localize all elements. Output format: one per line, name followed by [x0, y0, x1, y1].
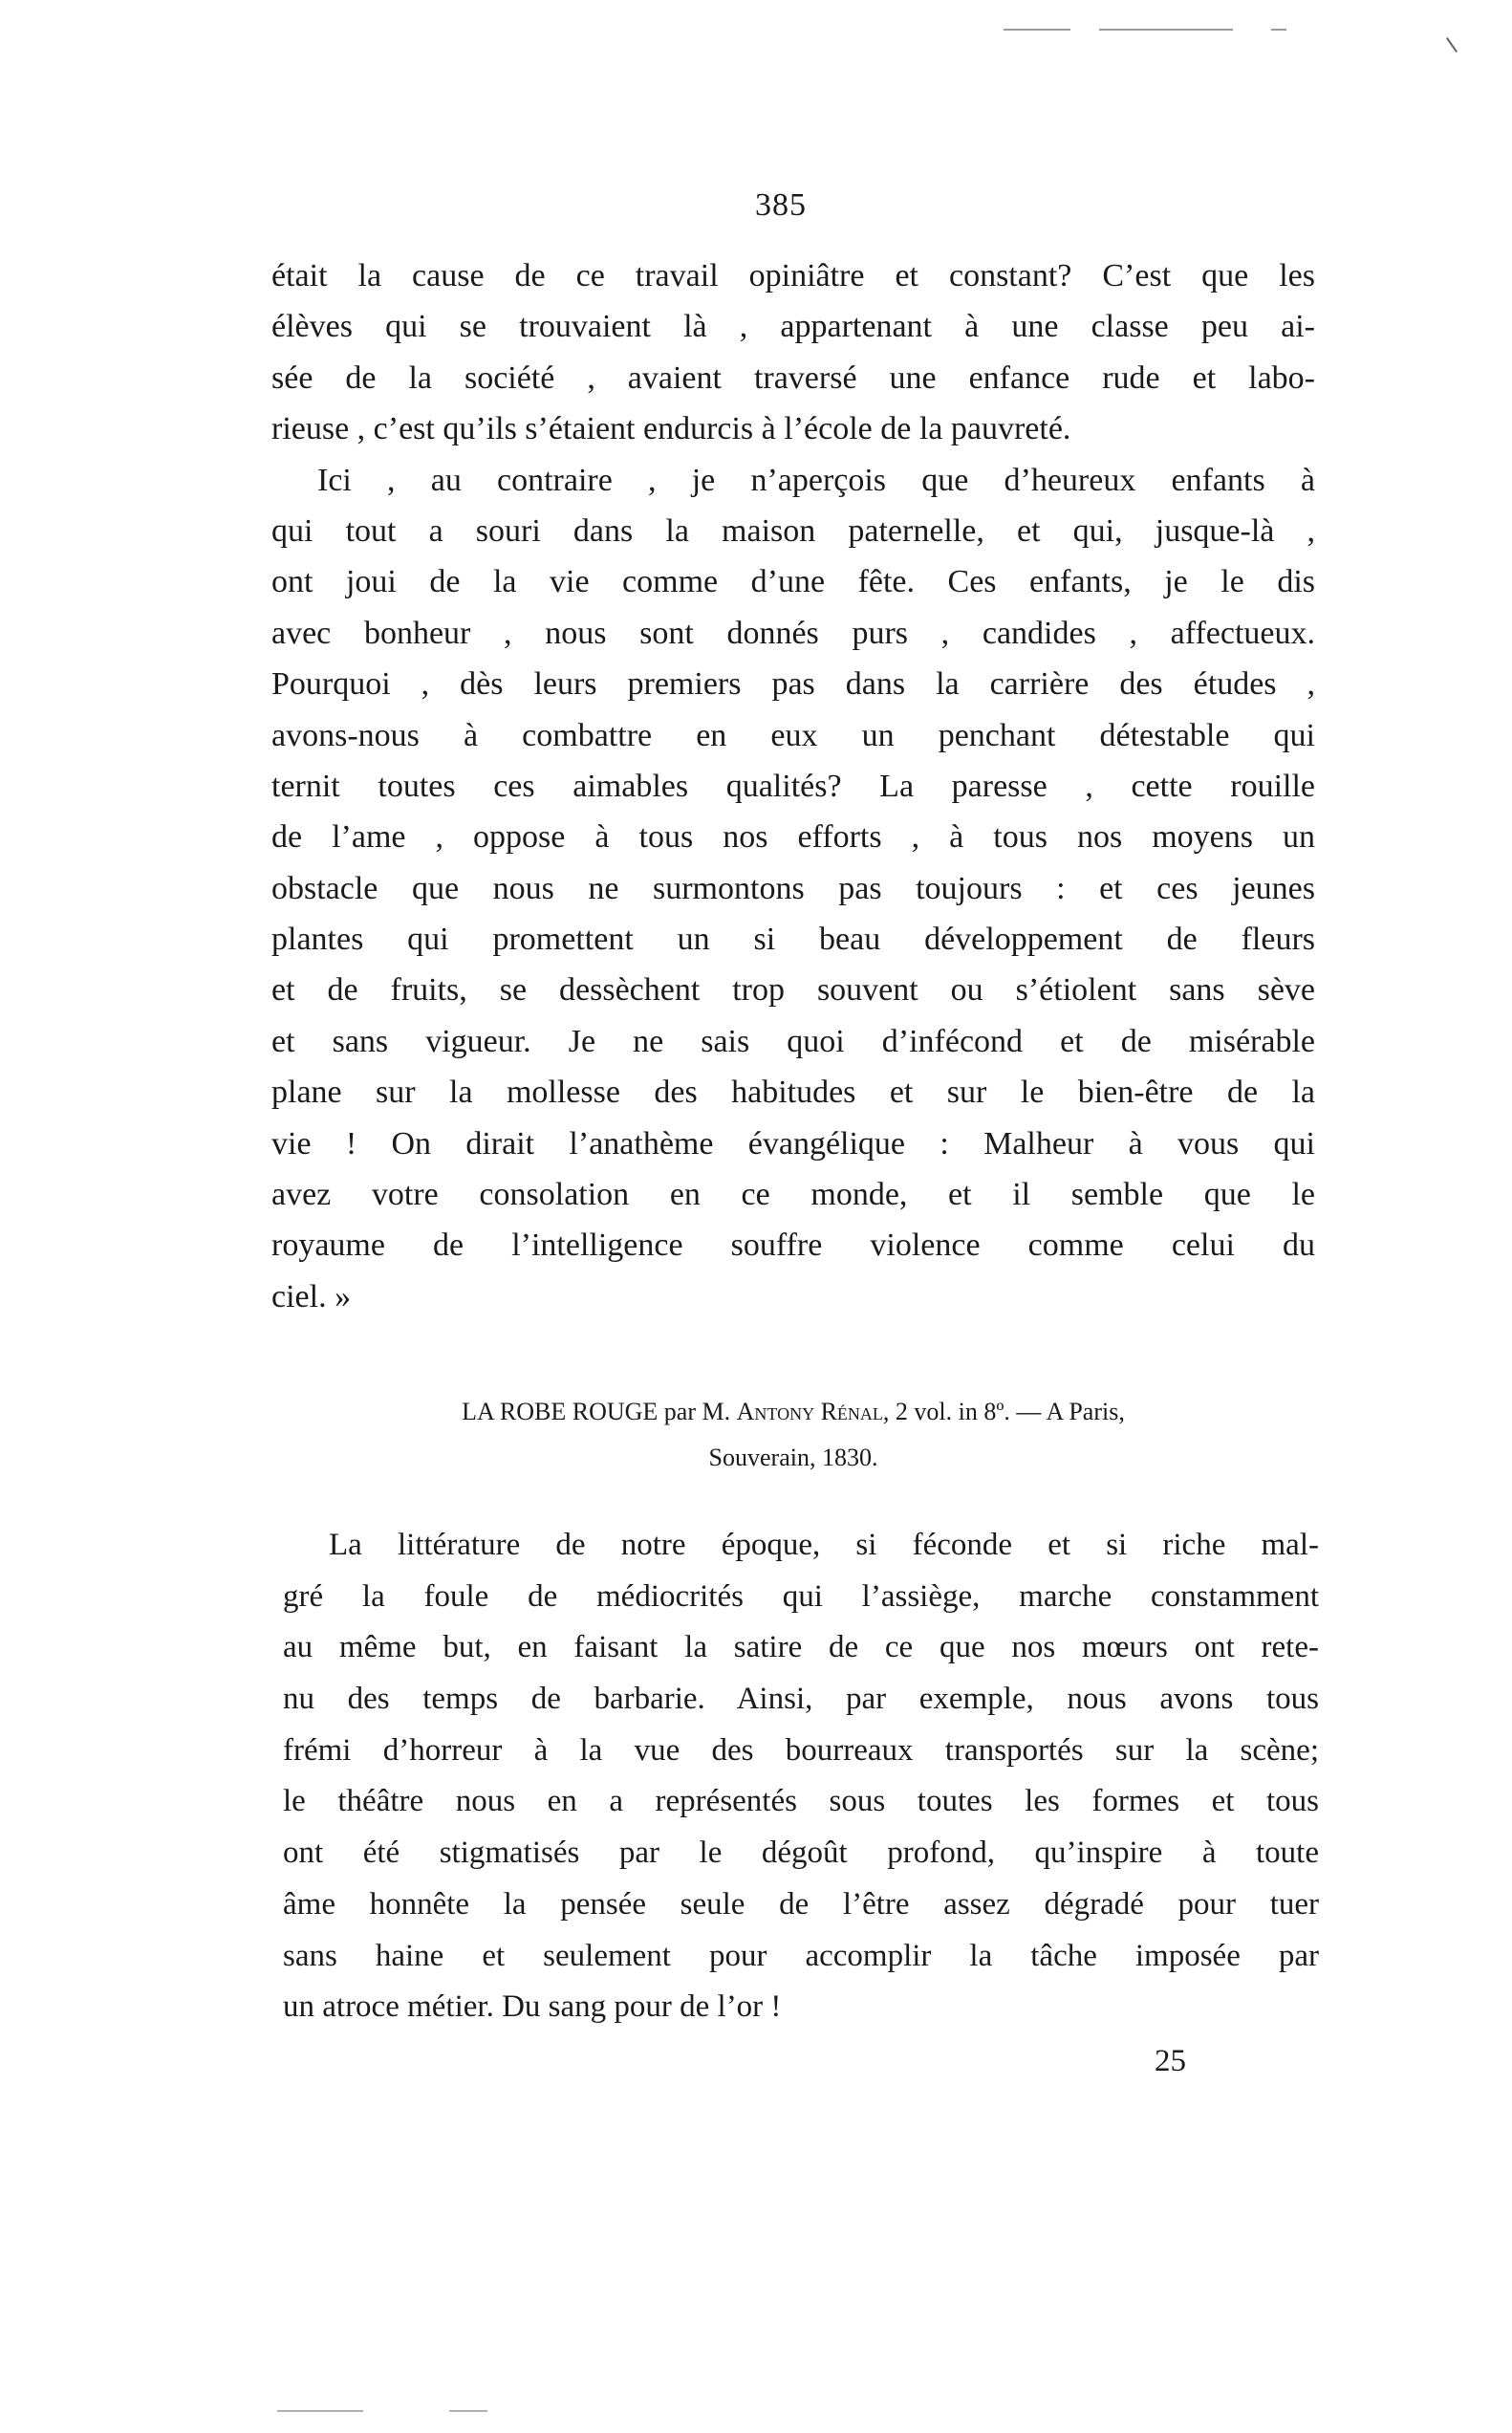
text-line: qui tout a souri dans la maison paternelle, et qui, jusque-là , [271, 512, 1315, 549]
page-number: 385 [755, 187, 807, 223]
text-line: avec bonheur , nous sont donnés purs , candides , affectueux. [271, 615, 1315, 651]
text-line: plantes qui promettent un si beau développement de fleurs [271, 922, 1315, 958]
text-line: royaume de l’intelligence souffre violence comme celui du [271, 1227, 1315, 1264]
text-line: rieuse , c’est qu’ils s’étaient endurcis à l’école de la pauvreté. [271, 411, 1071, 447]
text-line: au même but, en faisant la satire de ce que nos mœurs ont rete- [283, 1630, 1319, 1665]
text-line: était la cause de ce travail opiniâtre et constant? C’est que les [271, 258, 1315, 293]
text-line: avons-nous à combattre en eux un penchant détestable qui [271, 717, 1315, 753]
scan-mark [1446, 37, 1458, 53]
scan-mark [1004, 29, 1070, 31]
text-line: et sans vigueur. Je ne sais quoi d’infécond et de misérable [271, 1023, 1315, 1059]
body-text [271, 250, 1315, 1322]
text-line: ternit toutes ces aimables qualités? La paresse , cette rouille [271, 768, 1315, 804]
text-line: ont été stigmatisés par le dégoût profond, qu’inspire à toute [283, 1836, 1319, 1871]
book-author: Antony Rénal, [736, 1398, 890, 1425]
text-line: nu des temps de barbarie. Ainsi, par exemple, nous avons tous [283, 1682, 1319, 1717]
scan-mark [449, 2410, 487, 2412]
text-line: La littérature de notre époque, si féconde et si riche mal- [329, 1528, 1319, 1562]
text-line: Ici , au contraire , je n’aperçois que d’heureux enfants à [317, 462, 1315, 498]
text-line: sans haine et seulement pour accomplir la tâche imposée par [283, 1938, 1319, 1973]
text-line: un atroce métier. Du sang pour de l’or ! [283, 1989, 782, 2025]
scan-mark [277, 2410, 363, 2412]
text-line: plane sur la mollesse des habitudes et sur le bien-être de la [271, 1075, 1315, 1111]
citation-by: par M. [663, 1398, 731, 1425]
sheet-signature: 25 [1155, 2044, 1186, 2078]
text-line: gré la foule de médiocrités qui l’assiège, marche constamment [283, 1578, 1319, 1614]
text-line: le théâtre nous en a représentés sous toutes les formes et tous [283, 1784, 1319, 1819]
text-line: sée de la société , avaient traversé une enfance rude et labo- [271, 359, 1315, 396]
text-line: ont joui de la vie comme d’une fête. Ces enfants, je le dis [271, 564, 1315, 600]
scan-mark [1099, 29, 1233, 31]
text-line: de l’ame , oppose à tous nos efforts , à tous nos moyens un [271, 819, 1315, 856]
book-publisher: Souverain, 1830. [708, 1444, 878, 1471]
text-line: ciel. » [271, 1278, 352, 1314]
text-line: âme honnête la pensée seule de l’être assez dégradé pour tuer [283, 1886, 1319, 1922]
scan-mark [1271, 29, 1286, 31]
text-line: Pourquoi , dès leurs premiers pas dans la carrière des études , [271, 666, 1315, 703]
book-title: LA ROBE ROUGE [462, 1398, 659, 1425]
book-details: 2 vol. in 8º. — A Paris, [895, 1398, 1125, 1425]
text-line: vie ! On dirait l’anathème évangélique : Malheur à vous qui [271, 1125, 1315, 1162]
text-line: obstacle que nous ne surmontons pas toujours : et ces jeunes [271, 870, 1315, 906]
text-line: avez votre consolation en ce monde, et il semble que le [271, 1177, 1315, 1213]
text-line: frémi d’horreur à la vue des bourreaux transportés sur la scène; [283, 1732, 1319, 1768]
text-line: élèves qui se trouvaient là , appartenant à une classe peu ai- [271, 309, 1315, 345]
review-text [283, 1520, 1319, 2033]
book-citation [344, 1398, 1242, 1426]
text-line: et de fruits, se dessèchent trop souvent ou s’étiolent sans sève [271, 972, 1315, 1009]
